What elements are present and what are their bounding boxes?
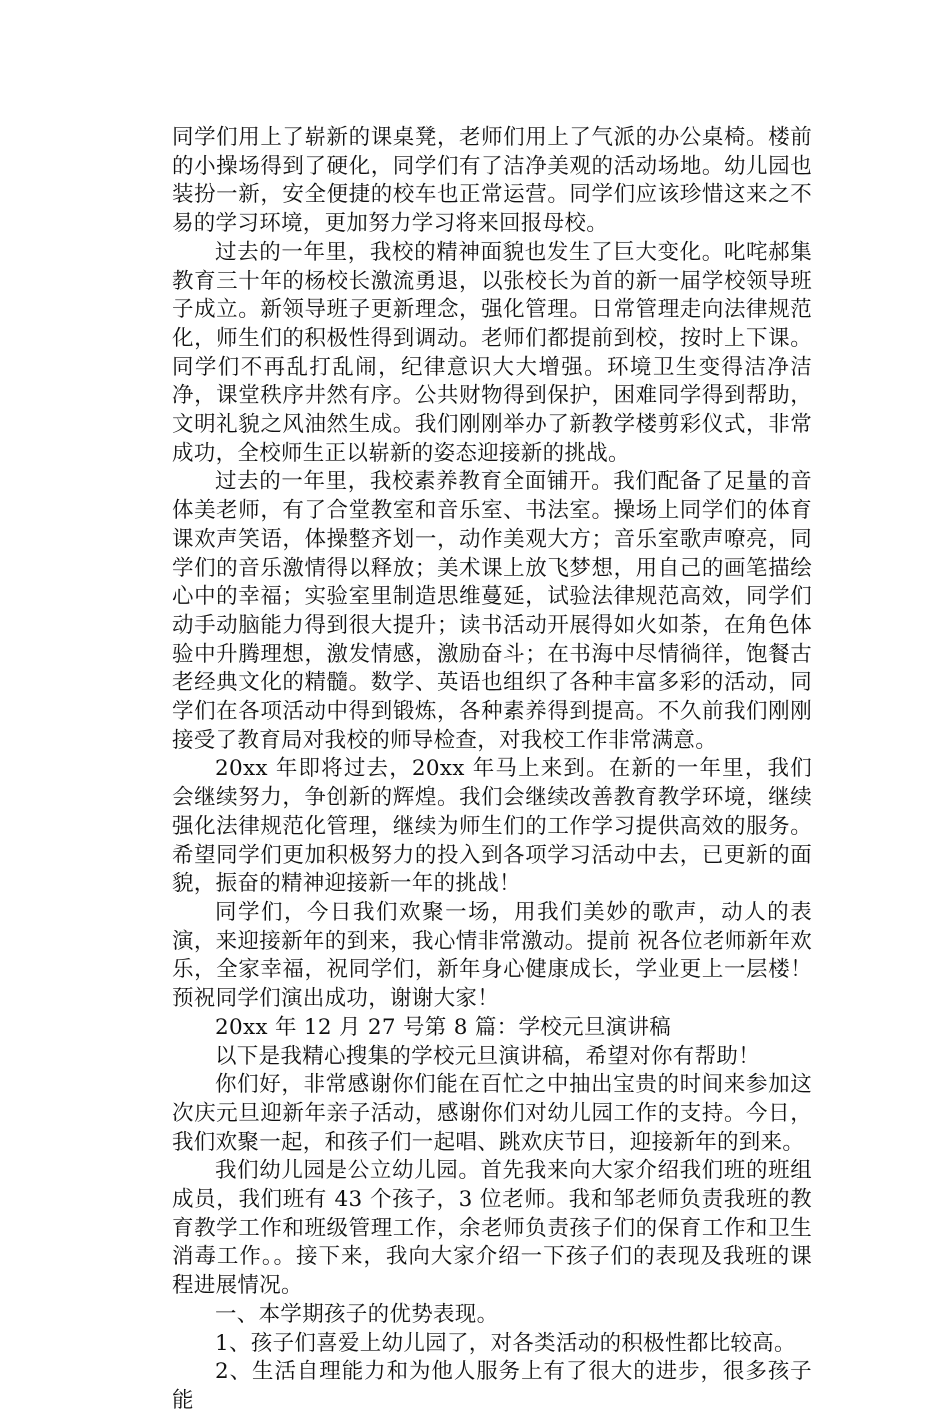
list-item: 2、生活自理能力和为他人服务上有了很大的进步，很多孩子能 [172, 1359, 812, 1413]
paragraph: 20xx 年即将过去，20xx 年马上来到。在新的一年里，我们会继续努力，争创新的辉煌。我们会继续改善教育教学环境，继续强化法律规范化管理，继续为师生们的工作学习提供高效的服务。希望同学们更加积极努力的投入到各项学习活动中去，已更新的面貌，振奋的精神迎接新一年的挑战！ [172, 756, 812, 897]
document-body [172, 124, 812, 1416]
list-item: 1、孩子们喜爱上幼儿园了，对各类活动的积极性都比较高。 [215, 1330, 796, 1356]
list-heading: 一、本学期孩子的优势表现。 [215, 1301, 499, 1327]
paragraph: 过去的一年里，我校素养教育全面铺开。我们配备了足量的音体美老师，有了合堂教室和音乐室、书法室。操场上同学们的体育课欢声笑语，体操整齐划一，动作美观大方；音乐室歌声嘹亮，同学们的音乐激情得以释放；美术课上放飞梦想，用自己的画笔描绘心中的幸福；实验室里制造思维蔓延，试验法律规范高效，同学们动手动脑能力得到很大提升；读书活动开展得如火如荼，在角色体验中升腾理想，激发情感，激励奋斗；在书海中尽情徜徉，饱餐古老经典文化的精髓。数学、英语也组织了各种丰富多彩的活动，同学们在各项活动中得到锻炼，各种素养得到提高。不久前我们刚刚接受了教育局对我校的师导检查，对我校工作非常满意。 [172, 469, 812, 753]
paragraph: 我们幼儿园是公立幼儿园。首先我来向大家介绍我们班的班组成员，我们班有 43 个孩子，3 位老师。我和邹老师负责我班的教育教学工作和班级管理工作，余老师负责孩子们的保育工作和卫生消毒工作。。接下来，我向大家介绍一下孩子们的表现及我班的课程进展情况。 [172, 1158, 812, 1299]
paragraph: 同学们，今日我们欢聚一场，用我们美妙的歌声，动人的表演，来迎接新年的到来，我心情非常激动。提前 祝各位老师新年欢乐，全家幸福，祝同学们，新年身心健康成长，学业更上一层楼！预祝同学们演出成功，谢谢大家！ [172, 899, 812, 1012]
paragraph: 以下是我精心搜集的学校元旦演讲稿，希望对你有帮助！ [215, 1043, 761, 1069]
section-heading: 20xx 年 12 月 27 号第 8 篇：学校元旦演讲稿 [215, 1014, 672, 1040]
paragraph: 同学们用上了崭新的课桌凳，老师们用上了气派的办公桌椅。楼前的小操场得到了硬化，同学们有了洁净美观的活动场地。幼儿园也装扮一新，安全便捷的校车也正常运营。同学们应该珍惜这来之不易的学习环境，更加努力学习将来回报母校。 [172, 125, 812, 237]
paragraph: 过去的一年里，我校的精神面貌也发生了巨大变化。叱咤郝集教育三十年的杨校长激流勇退，以张校长为首的新一届学校领导班子成立。新领导班子更新理念，强化管理。日常管理走向法律规范化，师生们的积极性得到调动。老师们都提前到校，按时上下课。同学们不再乱打乱闹，纪律意识大大增强。环境卫生变得洁净洁净，课堂秩序井然有序。公共财物得到保护，困难同学得到帮助，文明礼貌之风油然生成。我们刚刚举办了新教学楼剪彩仪式，非常成功，全校师生正以崭新的姿态迎接新的挑战。 [172, 239, 812, 466]
paragraph: 你们好，非常感谢你们能在百忙之中抽出宝贵的时间来参加这次庆元旦迎新年亲子活动，感谢你们对幼儿园工作的支持。今日，我们欢聚一起，和孩子们一起唱、跳欢庆节日，迎接新年的到来。 [172, 1072, 812, 1155]
